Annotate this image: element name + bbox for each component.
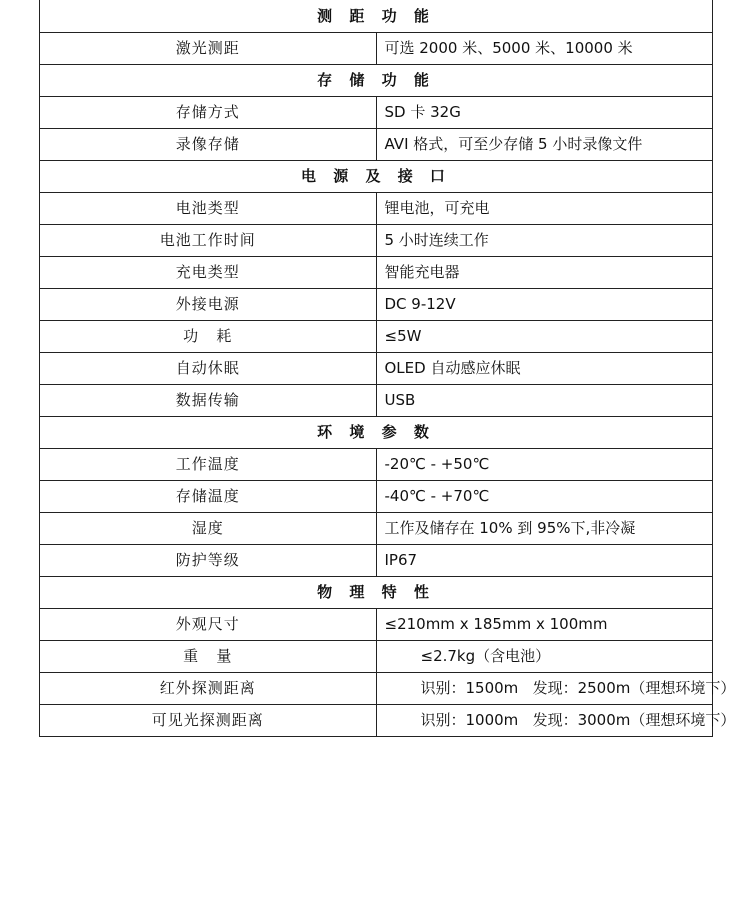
- row-label: 重 量: [40, 640, 377, 672]
- row-label: 湿度: [40, 512, 377, 544]
- row-label: 录像存储: [40, 128, 377, 160]
- row-value: ≤2.7kg（含电池）: [376, 640, 713, 672]
- table-row: [40, 544, 713, 576]
- row-value: 可选 2000 米、5000 米、10000 米: [376, 32, 713, 64]
- table-row: [40, 640, 713, 672]
- row-label: 充电类型: [40, 256, 377, 288]
- table-row: [40, 608, 713, 640]
- table-row: [40, 32, 713, 64]
- row-value: 工作及储存在 10% 到 95%下,非冷凝: [376, 512, 713, 544]
- section-header-row: [40, 0, 713, 32]
- row-value: SD 卡 32G: [376, 96, 713, 128]
- section-title-storage: 存 储 功 能: [40, 64, 713, 96]
- row-label: 数据传输: [40, 384, 377, 416]
- table-row: [40, 96, 713, 128]
- row-label: 工作温度: [40, 448, 377, 480]
- row-label: 激光测距: [40, 32, 377, 64]
- section-header-row: [40, 576, 713, 608]
- row-value: AVI 格式，可至少存储 5 小时录像文件: [376, 128, 713, 160]
- section-title-power: 电 源 及 接 口: [40, 160, 713, 192]
- row-value: 识别：1000m 发现：3000m（理想环境下）: [376, 704, 713, 736]
- row-label: 功 耗: [40, 320, 377, 352]
- section-header-row: [40, 64, 713, 96]
- row-value: -40℃ - +70℃: [376, 480, 713, 512]
- row-value: 识别：1500m 发现：2500m（理想环境下）: [376, 672, 713, 704]
- table-row: [40, 192, 713, 224]
- table-row: [40, 448, 713, 480]
- row-label: 外接电源: [40, 288, 377, 320]
- row-value: ≤5W: [376, 320, 713, 352]
- table-row: [40, 320, 713, 352]
- row-label: 电池类型: [40, 192, 377, 224]
- section-header-row: [40, 160, 713, 192]
- row-value: ≤210mm x 185mm x 100mm: [376, 608, 713, 640]
- section-title-physical: 物 理 特 性: [40, 576, 713, 608]
- row-label: 外观尺寸: [40, 608, 377, 640]
- table-row: [40, 384, 713, 416]
- row-label: 存储温度: [40, 480, 377, 512]
- row-value: OLED 自动感应休眠: [376, 352, 713, 384]
- table-row: [40, 288, 713, 320]
- row-value: 5 小时连续工作: [376, 224, 713, 256]
- row-label: 存储方式: [40, 96, 377, 128]
- table-row: [40, 512, 713, 544]
- row-value: IP67: [376, 544, 713, 576]
- table-row: [40, 352, 713, 384]
- row-label: 电池工作时间: [40, 224, 377, 256]
- table-row: [40, 480, 713, 512]
- table-row: [40, 704, 713, 736]
- table-row: [40, 128, 713, 160]
- row-value: DC 9-12V: [376, 288, 713, 320]
- row-value: -20℃ - +50℃: [376, 448, 713, 480]
- row-value: USB: [376, 384, 713, 416]
- table-row: [40, 224, 713, 256]
- section-title-environment: 环 境 参 数: [40, 416, 713, 448]
- row-label: 防护等级: [40, 544, 377, 576]
- table-row: [40, 256, 713, 288]
- row-label: 自动休眠: [40, 352, 377, 384]
- row-value: 锂电池，可充电: [376, 192, 713, 224]
- section-title-ranging: 测 距 功 能: [40, 0, 713, 32]
- row-value: 智能充电器: [376, 256, 713, 288]
- row-label: 红外探测距离: [40, 672, 377, 704]
- spec-table: [39, 0, 736, 737]
- row-label: 可见光探测距离: [40, 704, 377, 736]
- table-row: [40, 672, 713, 704]
- section-header-row: [40, 416, 713, 448]
